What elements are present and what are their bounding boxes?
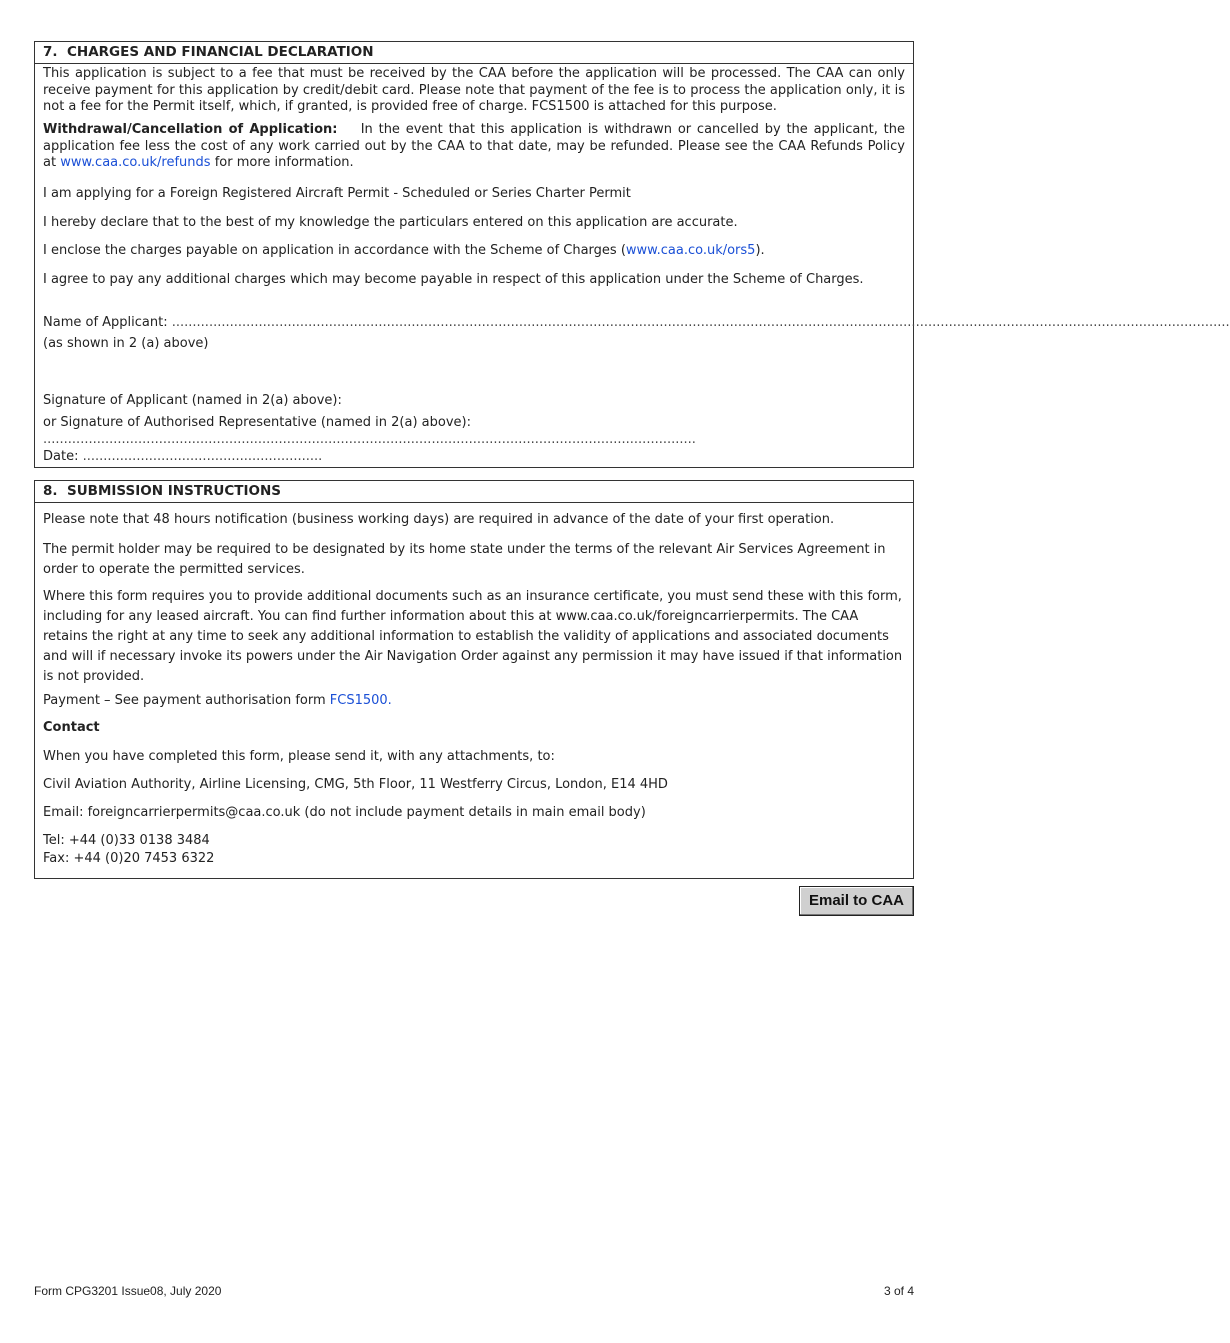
contact-intro: When you have completed this form, please send it, with any attachments, to: bbox=[43, 749, 555, 764]
section-charges-declaration bbox=[34, 41, 1230, 468]
designation-paragraph: The permit holder may be required to be designated by its home state under the terms of the relevant Air Services Agreement in order to operate the permitted services. bbox=[43, 542, 886, 577]
footer-page-number: 3 of 4 bbox=[883, 1284, 914, 1298]
applying-for-text: I am applying for a Foreign Registered Aircraft Permit - Scheduled or Series Charter Permit bbox=[43, 186, 631, 201]
agree-charges-text: I agree to pay any additional charges which may become payable in respect of this application under the Scheme of Charges. bbox=[43, 272, 864, 287]
section-8-title: SUBMISSION INSTRUCTIONS bbox=[67, 483, 282, 499]
date-label: Date: bbox=[43, 449, 79, 464]
signature-representative-row bbox=[43, 415, 905, 448]
enclose-pre: I enclose the charges payable on application in accordance with the Scheme of Charges ( bbox=[43, 243, 626, 258]
section-7-number: 7. bbox=[43, 44, 58, 60]
withdrawal-paragraph bbox=[43, 122, 905, 172]
fee-paragraph: This application is subject to a fee that must be received by the CAA before the application will be processed. The CAA can only receive payment for this application by credit/debit card. Please note that payment of the fee is to process the application only, it is not a fee for the Permit itself, which, if granted, is provided free of charge. FCS1500 is attached for this purpose. bbox=[43, 66, 905, 114]
contact-fax: Fax: +44 (0)20 7453 6322 bbox=[43, 851, 215, 866]
name-of-applicant-row bbox=[43, 315, 1230, 332]
payment-text: Payment – See payment authorisation form bbox=[43, 693, 326, 708]
enclose-charges-text bbox=[43, 243, 905, 260]
section-8-header bbox=[35, 481, 913, 503]
footer-form-id: Form CPG3201 Issue08, July 2020 bbox=[34, 1284, 222, 1298]
section-submission-instructions bbox=[34, 480, 914, 879]
contact-heading: Contact bbox=[43, 720, 100, 735]
contact-tel: Tel: +44 (0)33 0138 3484 bbox=[43, 833, 210, 848]
refunds-link[interactable]: www.caa.co.uk/refunds bbox=[60, 155, 211, 170]
fcs1500-link[interactable]: FCS1500. bbox=[329, 693, 392, 708]
name-of-applicant-label: Name of Applicant: bbox=[43, 315, 168, 330]
contact-address: Civil Aviation Authority, Airline Licensing, CMG, 5th Floor, 11 Westferry Circus, London, E14 4HD bbox=[43, 777, 668, 792]
withdrawal-label: Withdrawal/Cancellation of Application: bbox=[43, 122, 338, 137]
section-7-title: CHARGES AND FINANCIAL DECLARATION bbox=[67, 44, 374, 60]
ors5-link[interactable]: www.caa.co.uk/ors5 bbox=[625, 243, 756, 258]
withdrawal-tail: for more information. bbox=[214, 155, 354, 170]
date-row bbox=[43, 449, 905, 466]
contact-email: Email: foreigncarrierpermits@caa.co.uk (do not include payment details in main email body) bbox=[43, 805, 646, 820]
signature-field[interactable]: .............................................................................................................................................................. bbox=[43, 431, 696, 447]
signature-representative-label: or Signature of Authorised Representative (named in 2(a) above): bbox=[43, 415, 471, 430]
section-7-header bbox=[35, 42, 913, 64]
enclose-post: ). bbox=[755, 243, 765, 258]
date-field[interactable]: .......................................................... bbox=[82, 449, 323, 464]
email-to-caa-button[interactable]: Email to CAA bbox=[799, 886, 914, 916]
declaration-text: I hereby declare that to the best of my knowledge the particulars entered on this application are accurate. bbox=[43, 215, 738, 230]
documents-paragraph: Where this form requires you to provide additional documents such as an insurance certificate, you must send these with this form, including for any leased aircraft. You can find further information about this at www.caa.co.uk/foreigncarrierpermits. The CAA retains the right at any time to seek any additional information to establish the validity of applications and associated documents and will if necessary invoke its powers under the Air Navigation Order against any permission it may have issued if that information is not provided. bbox=[43, 589, 903, 684]
name-of-applicant-field[interactable]: ................................................................................................................................................................................................................................................................ bbox=[171, 315, 1230, 330]
payment-row bbox=[43, 693, 905, 710]
notification-paragraph: Please note that 48 hours notification (business working days) are required in advance of the date of your first operation. bbox=[43, 512, 835, 527]
section-8-number: 8. bbox=[43, 483, 58, 499]
signature-label: Signature of Applicant (named in 2(a) above): bbox=[43, 393, 342, 408]
withdrawal-text: In the event that this application is withdrawn or cancelled by the applicant, the application fee less the cost of any work carried out by the CAA to that date, may be refunded. Please see the CAA Refunds Policy at bbox=[43, 122, 906, 170]
name-note: (as shown in 2 (a) above) bbox=[43, 336, 209, 351]
